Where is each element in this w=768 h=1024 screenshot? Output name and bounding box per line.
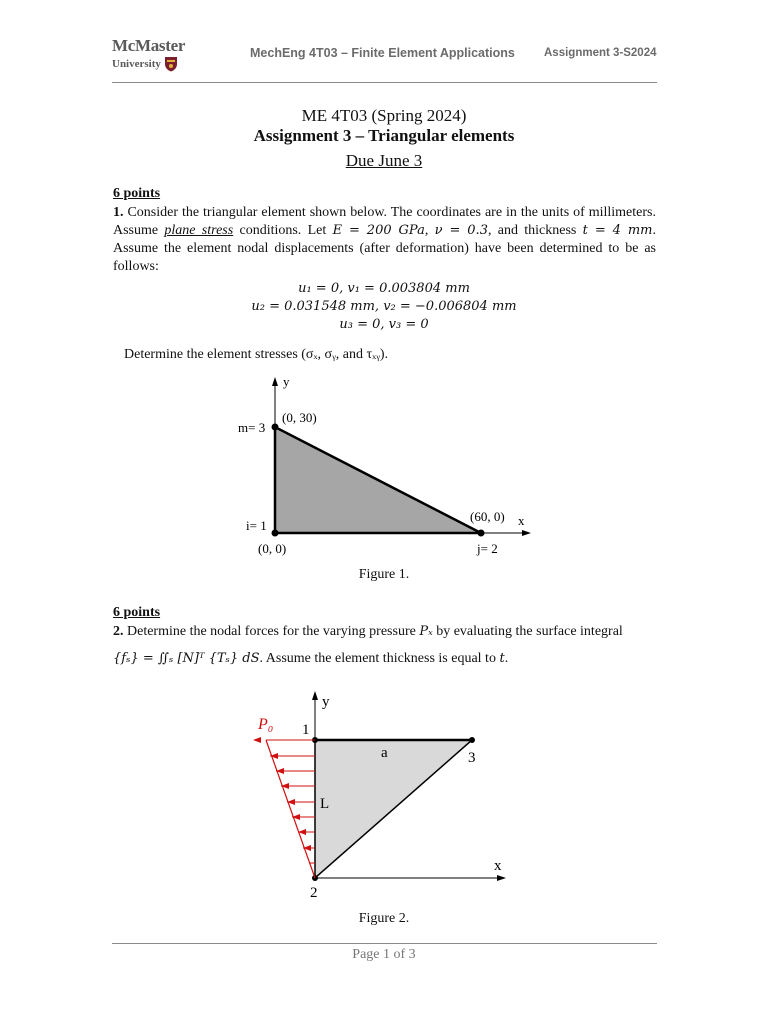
q1-text-a: Consider the triangular element shown below. The coordinates are in the units of millimeters. Assume (113, 205, 656, 238)
q1-text-c: , and thickness (487, 223, 577, 238)
q2-text-a: Determine the nodal forces for the varying pressure (123, 624, 420, 639)
page-number: Page 1 of 3 (352, 947, 416, 962)
fig2-node-1-label: 1 (302, 722, 310, 738)
crest-icon (164, 56, 178, 72)
q2-points: 6 points (113, 605, 161, 620)
fig2-y-label: y (322, 694, 330, 710)
fig2-pressure-load (253, 737, 315, 878)
q1-equation-3: u₃ = 0, v₃ = 0 (339, 317, 429, 332)
fig1-element (275, 427, 481, 533)
fig1-coord-i: (0, 0) (258, 541, 287, 556)
course-header: MechEng 4T03 – Finite Element Applications (250, 46, 515, 60)
q2-text-b: by evaluating the surface integral (432, 624, 623, 639)
q1-youngs-modulus: E = 200 GPa (332, 223, 425, 238)
q1-equation-1: u₁ = 0, v₁ = 0.003804 mm (298, 281, 470, 296)
fig1-y-arrow-icon (272, 377, 278, 386)
fig2-node-2-label: 2 (310, 885, 318, 901)
q1-number: 1. (113, 205, 124, 220)
q1-plane-stress: plane stress (164, 223, 234, 238)
fig1-x-arrow-icon (522, 530, 531, 536)
figure-1 (0, 370, 768, 585)
fig1-x-label: x (518, 513, 525, 528)
footer-rule (112, 943, 657, 944)
fig1-node-m (272, 424, 279, 431)
fig2-x-arrow-icon (497, 875, 506, 881)
fig1-node-i (272, 530, 279, 537)
q2-integral: {fₛ} = ∬ₛ [N]ᵀ {Tₛ} dS (113, 651, 260, 666)
assignment-header: Assignment 3-S2024 (544, 47, 657, 59)
q1-thickness: t = 4 mm (582, 223, 653, 238)
q2-thickness-symbol: t (499, 651, 505, 666)
figure-2 (0, 680, 768, 905)
q1-equation-2: u₂ = 0.031548 mm, v₂ = −0.006804 mm (251, 299, 517, 314)
fig2-a-label: a (381, 745, 388, 761)
fig1-coord-j: (60, 0) (470, 509, 505, 524)
q2-text-c: . Assume the element thickness is equal to (259, 651, 500, 666)
fig2-node-3 (469, 737, 475, 743)
fig1-label-i: i= 1 (246, 518, 267, 533)
assignment-title: Assignment 3 – Triangular elements (253, 126, 515, 145)
figure-1-caption: Figure 1. (358, 567, 410, 582)
fig1-node-j (478, 530, 485, 537)
fig2-x-label: x (494, 858, 502, 874)
q1-points: 6 points (113, 186, 161, 201)
course-title: ME 4T03 (Spring 2024) (301, 106, 467, 125)
fig2-L-label: L (320, 796, 330, 812)
q1-paragraph: 1. Consider the triangular element shown below. The coordinates are in the units of millimeters. Assume plane stress conditions. Let E = 200 GPa, ν = 0.3, and thickness t = 4 mm. Assume the element nodal displacements (after deformation) have been determined to be as follows: (113, 205, 656, 274)
fig1-coord-m: (0, 30) (282, 410, 317, 425)
q2-pressure-symbol: Pₓ (419, 624, 433, 639)
q1-poisson: ν = 0.3 (434, 223, 488, 238)
fig1-label-m: m= 3 (238, 420, 266, 435)
q2-number: 2. (113, 624, 124, 639)
university-logo (112, 36, 192, 78)
fig2-p0-label: P₀ (258, 716, 274, 733)
figure-2-caption: Figure 2. (358, 911, 410, 926)
q2-line-1 (113, 623, 656, 641)
logo-text-bottom: University (112, 58, 161, 70)
q1-text-d: . Assume the element nodal displacements (after deformation) have been determined to be as follows: (113, 223, 656, 274)
fig2-y-arrow-icon (312, 691, 318, 700)
fig1-y-label: y (283, 374, 290, 389)
fig1-label-j: j= 2 (477, 541, 498, 556)
q1-text-b: conditions. Let (233, 223, 333, 238)
fig2-node-3-label: 3 (468, 750, 476, 766)
q2-line-2 (113, 650, 656, 668)
q2-text-d: . (504, 651, 509, 666)
q1-task: Determine the element stresses (σₓ, σᵧ, and τₓᵧ). (124, 347, 389, 362)
fig2-element (315, 740, 472, 878)
header-rule (112, 82, 657, 83)
logo-text-top: McMaster (112, 36, 186, 55)
due-date: Due June 3 (345, 151, 423, 170)
